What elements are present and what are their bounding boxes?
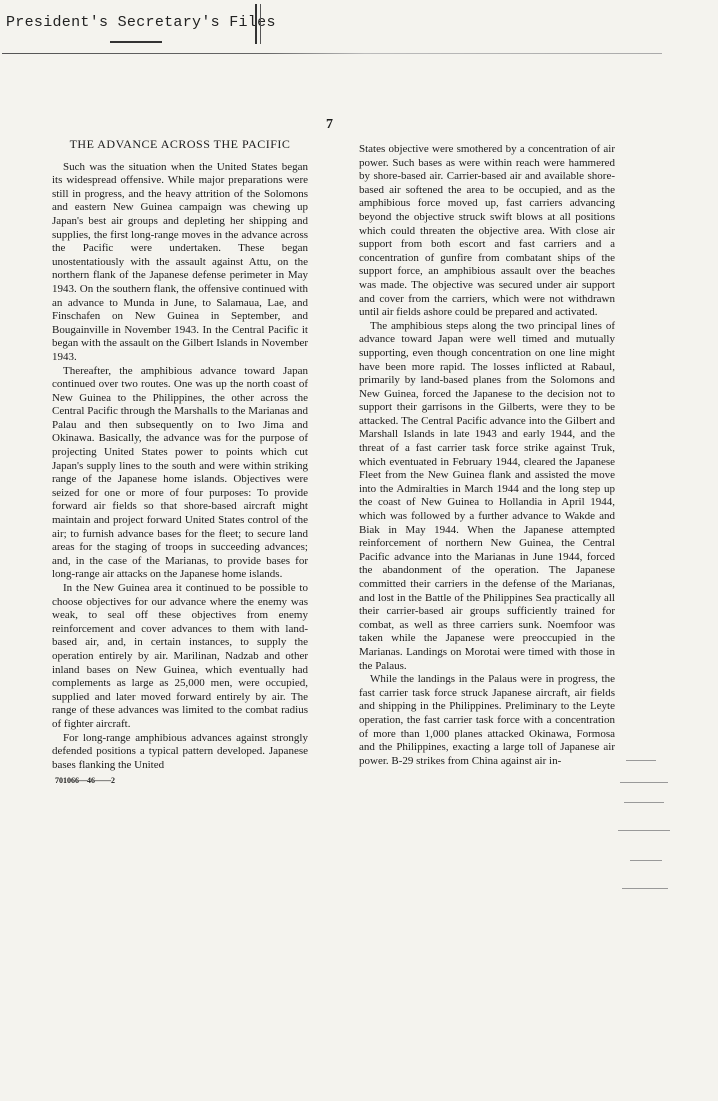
section-heading: THE ADVANCE ACROSS THE PACIFIC <box>69 137 291 151</box>
stamp-bracket <box>255 4 261 44</box>
left-column <box>52 138 308 788</box>
paragraph: Thereafter, the amphibious advance toward Japan continued over two routes. One was up the north coast of New Guinea to the Philippines, the other across the Central Pacific through the Marshalls to the Marianas and Palau and then subsequently on to Iwo Jima and Okinawa. Basically, the advance was for the purpose of projecting United States power to points which cut Japan's supply lines to the south and were within striking range of the Japanese home islands. Objectives were seized for one or more of four purposes: To provide forward air fields so that shore-based aircraft might maintain and project forward United States control of the air; to furnish advance bases for the fleet; to secure land areas for the staging of troops in succeeding advances; and, in the case of the Marianas, to provide bases for long-range air attacks on the Japanese home islands. <box>52 364 308 581</box>
paragraph: Such was the situation when the United States began its widespread offensive. While major preparations were still in progress, and the heavy attrition of the Solomons and eastern New Guinea campaign was chewing up Japan's best air groups and depleting her shipping and supplies, the first long-range moves in the advance across the Pacific were undertaken. These began unostentatiously with the assault against Attu, on the northern flank of the Japanese defense perimeter in May 1943. On the southern flank, the offensive continued with an advance to Munda in June, to Salamaua, Lae, and Finschafen on New Guinea in September, and Bougainville in November 1943. In the Central Pacific it began with the assault on the Gilbert Islands in November 1943. <box>52 160 308 363</box>
header-rule <box>2 53 662 54</box>
paragraph: For long-range amphibious advances against strongly defended positions a typical pattern developed. Japanese bases flanking the United <box>52 731 308 771</box>
print-code: 701066—46——2 <box>55 776 115 786</box>
margin-marks <box>616 750 676 910</box>
paragraph: The amphibious steps along the two principal lines of advance toward Japan were well timed and mutually supporting, even though concentration on one line might have been more rapid. The losses inflicted at Rabaul, primarily by land-based planes from the Solomons and New Guinea, forced the Japanese to the decision not to support their garrisons in the Gilberts, were they to be attacked. The Central Pacific advance into the Gilbert and Marshall Islands in late 1943 and early 1944, and the threat of a fast carrier task force strike against Truk, which eventuated in February 1944, cleared the Japanese Fleet from the New Guinea flank and assisted the move into the Admiralties in March 1944 and the long step up the coast of New Guinea to Hollandia in April 1944, which was followed by a further advance to Wakde and Biak in May 1944. When the Japanese attempted reinforcement of northern New Guinea, the Central Pacific advance into the Marianas in June 1944, forced the abandonment of the operation. The Japanese committed their carriers in the defense of the Marianas, and lost in the Battle of the Philippines Sea practically all their carrier-based air groups sufficiently trained for combat, as well as three carriers sunk. Noemfoor was taken while the Japanese were preoccupied in the Marianas. Landings on Morotai were timed with those in the Palaus. <box>359 319 615 672</box>
header-rule-thick <box>110 41 162 43</box>
right-column <box>359 143 615 768</box>
paragraph: In the New Guinea area it continued to be possible to choose objectives for our advance where the enemy was weak, to seal off these objectives from enemy reinforcement and cover advances to them with land-based air, and, in certain instances, to supply the operation entirely by air. Marilinan, Nadzab and other inland bases on New Guinea, which eventually had complements as large as 25,000 men, were occupied, supplied and later moved forward entirely by air. The range of these advances was limited to the combat radius of fighter aircraft. <box>52 582 308 730</box>
paragraph: States objective were smothered by a concentration of air power. Such bases as were within reach were hammered by shore-based air. Carrier-based air and available shore-based air softened the area to be occupied, and as the amphibious force moved up, fast carriers advancing beyond the objective struck swift blows at all positions which could threaten the objective area. With close air support from both escort and fast carriers and a concentration of gunfire from combatant ships of the support force, an amphibious assault over the beaches was made. The objective was secured under air support and cover from the carriers, which were not withdrawn until air fields ashore could be prepared and activated. <box>359 143 615 319</box>
files-stamp: President's Secretary's Files <box>6 14 276 31</box>
page-number: 7 <box>326 117 333 132</box>
paragraph: While the landings in the Palaus were in progress, the fast carrier task force struck Japanese aircraft, air fields and shipping in the Philippines. Preliminary to the Leyte operation, the fast carrier task force with a concentration of more than 1,000 planes attacked Okinawa, Formosa and the Philippines, exacting a large toll of Japanese air power. B-29 strikes from China against air in- <box>359 673 615 767</box>
